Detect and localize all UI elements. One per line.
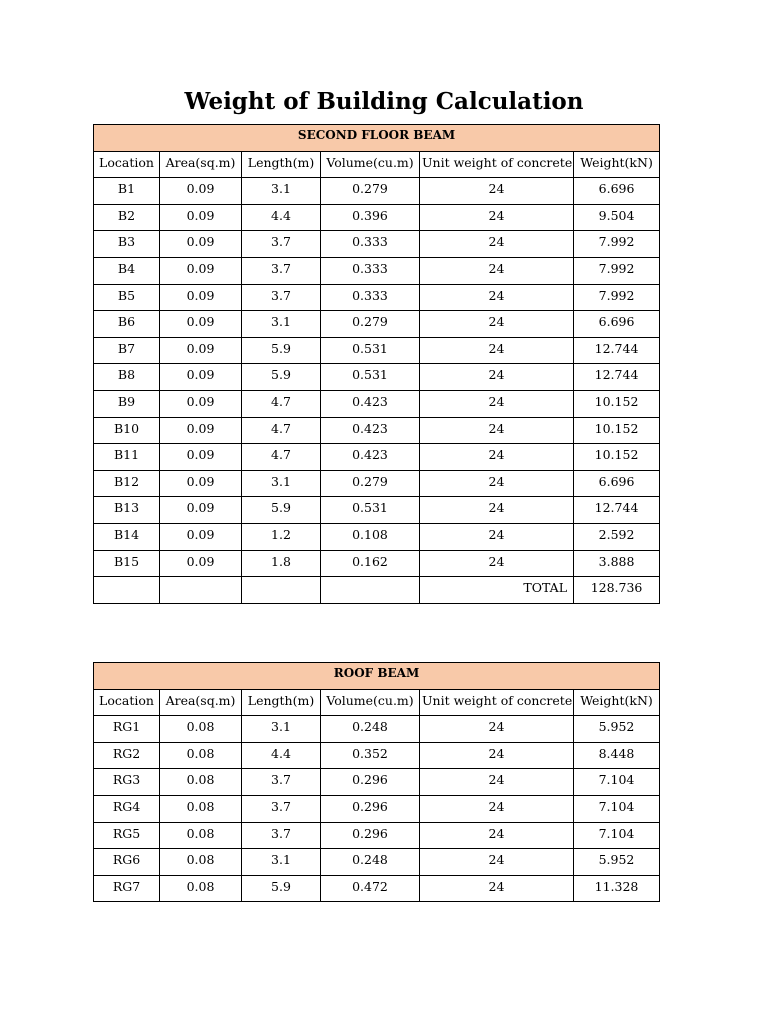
volume-cell: 0.352: [321, 742, 420, 769]
length-cell: 4.4: [242, 204, 321, 231]
weight-cell: 12.744: [574, 337, 660, 364]
table-row: [94, 231, 660, 258]
column-header: Length(m): [242, 689, 321, 716]
volume-cell: 0.531: [321, 337, 420, 364]
location-cell: B4: [94, 257, 160, 284]
unit-weight-cell: 24: [420, 769, 574, 796]
volume-cell: 0.248: [321, 716, 420, 743]
column-header: Location: [94, 151, 160, 178]
length-cell: 3.7: [242, 795, 321, 822]
volume-cell: 0.108: [321, 523, 420, 550]
volume-cell: 0.248: [321, 849, 420, 876]
length-cell: 3.1: [242, 849, 321, 876]
length-cell: 3.7: [242, 822, 321, 849]
area-cell: 0.09: [160, 231, 242, 258]
volume-cell: 0.531: [321, 364, 420, 391]
column-header: Area(sq.m): [160, 151, 242, 178]
weight-cell: 9.504: [574, 204, 660, 231]
area-cell: 0.09: [160, 550, 242, 577]
column-header: Unit weight of concrete: [420, 151, 574, 178]
location-cell: B7: [94, 337, 160, 364]
empty-cell: [321, 577, 420, 604]
weight-cell: 6.696: [574, 311, 660, 338]
length-cell: 5.9: [242, 875, 321, 902]
unit-weight-cell: 24: [420, 284, 574, 311]
volume-cell: 0.296: [321, 795, 420, 822]
weight-cell: 10.152: [574, 390, 660, 417]
table-row: [94, 204, 660, 231]
length-cell: 1.8: [242, 550, 321, 577]
location-cell: B1: [94, 178, 160, 205]
length-cell: 4.7: [242, 390, 321, 417]
table-row: [94, 284, 660, 311]
volume-cell: 0.423: [321, 390, 420, 417]
volume-cell: 0.279: [321, 470, 420, 497]
length-cell: 5.9: [242, 364, 321, 391]
area-cell: 0.09: [160, 497, 242, 524]
total-label: TOTAL: [420, 577, 574, 604]
location-cell: B2: [94, 204, 160, 231]
weight-cell: 5.952: [574, 716, 660, 743]
section-header-row: [94, 663, 660, 690]
unit-weight-cell: 24: [420, 822, 574, 849]
area-cell: 0.09: [160, 337, 242, 364]
table-row: [94, 470, 660, 497]
volume-cell: 0.333: [321, 231, 420, 258]
table-row: [94, 311, 660, 338]
area-cell: 0.09: [160, 204, 242, 231]
area-cell: 0.09: [160, 417, 242, 444]
unit-weight-cell: 24: [420, 716, 574, 743]
volume-cell: 0.423: [321, 417, 420, 444]
location-cell: B12: [94, 470, 160, 497]
location-cell: B11: [94, 444, 160, 471]
location-cell: B9: [94, 390, 160, 417]
weight-cell: 12.744: [574, 497, 660, 524]
length-cell: 3.7: [242, 769, 321, 796]
volume-cell: 0.296: [321, 822, 420, 849]
unit-weight-cell: 24: [420, 204, 574, 231]
table-row: [94, 742, 660, 769]
location-cell: RG5: [94, 822, 160, 849]
column-header: Volume(cu.m): [321, 151, 420, 178]
length-cell: 4.4: [242, 742, 321, 769]
location-cell: RG1: [94, 716, 160, 743]
unit-weight-cell: 24: [420, 550, 574, 577]
weight-cell: 12.744: [574, 364, 660, 391]
table-row: [94, 550, 660, 577]
volume-cell: 0.472: [321, 875, 420, 902]
table-row: [94, 849, 660, 876]
column-header-row: [94, 689, 660, 716]
unit-weight-cell: 24: [420, 390, 574, 417]
location-cell: RG4: [94, 795, 160, 822]
volume-cell: 0.423: [321, 444, 420, 471]
section-heading: SECOND FLOOR BEAM: [94, 125, 660, 152]
length-cell: 4.7: [242, 417, 321, 444]
column-header: Volume(cu.m): [321, 689, 420, 716]
length-cell: 3.7: [242, 284, 321, 311]
weight-cell: 10.152: [574, 444, 660, 471]
weight-cell: 8.448: [574, 742, 660, 769]
table-row: [94, 497, 660, 524]
weight-cell: 3.888: [574, 550, 660, 577]
unit-weight-cell: 24: [420, 417, 574, 444]
column-header-row: [94, 151, 660, 178]
page-title: Weight of Building Calculation: [184, 88, 584, 115]
weight-cell: 7.992: [574, 284, 660, 311]
location-cell: B6: [94, 311, 160, 338]
location-cell: B15: [94, 550, 160, 577]
weight-cell: 6.696: [574, 178, 660, 205]
unit-weight-cell: 24: [420, 875, 574, 902]
location-cell: B5: [94, 284, 160, 311]
length-cell: 3.1: [242, 178, 321, 205]
volume-cell: 0.531: [321, 497, 420, 524]
weight-cell: 7.104: [574, 822, 660, 849]
table-row: [94, 822, 660, 849]
column-header: Weight(kN): [574, 151, 660, 178]
empty-cell: [160, 577, 242, 604]
area-cell: 0.09: [160, 364, 242, 391]
area-cell: 0.09: [160, 178, 242, 205]
length-cell: 5.9: [242, 497, 321, 524]
area-cell: 0.09: [160, 470, 242, 497]
length-cell: 3.7: [242, 231, 321, 258]
total-row: [94, 577, 660, 604]
section-header-row: [94, 125, 660, 152]
table-row: [94, 769, 660, 796]
roof-beam-table: [93, 662, 660, 902]
area-cell: 0.08: [160, 849, 242, 876]
table-row: [94, 523, 660, 550]
area-cell: 0.08: [160, 716, 242, 743]
location-cell: B13: [94, 497, 160, 524]
volume-cell: 0.162: [321, 550, 420, 577]
unit-weight-cell: 24: [420, 523, 574, 550]
unit-weight-cell: 24: [420, 231, 574, 258]
area-cell: 0.09: [160, 257, 242, 284]
location-cell: B10: [94, 417, 160, 444]
volume-cell: 0.279: [321, 311, 420, 338]
second-floor-beam-table: [93, 124, 660, 604]
unit-weight-cell: 24: [420, 849, 574, 876]
area-cell: 0.08: [160, 875, 242, 902]
location-cell: RG6: [94, 849, 160, 876]
weight-cell: 11.328: [574, 875, 660, 902]
table-row: [94, 875, 660, 902]
unit-weight-cell: 24: [420, 444, 574, 471]
length-cell: 4.7: [242, 444, 321, 471]
column-header: Area(sq.m): [160, 689, 242, 716]
table-row: [94, 795, 660, 822]
column-header: Length(m): [242, 151, 321, 178]
unit-weight-cell: 24: [420, 795, 574, 822]
volume-cell: 0.396: [321, 204, 420, 231]
volume-cell: 0.279: [321, 178, 420, 205]
volume-cell: 0.333: [321, 257, 420, 284]
area-cell: 0.09: [160, 390, 242, 417]
unit-weight-cell: 24: [420, 257, 574, 284]
length-cell: 3.1: [242, 716, 321, 743]
table-row: [94, 364, 660, 391]
location-cell: B14: [94, 523, 160, 550]
area-cell: 0.09: [160, 311, 242, 338]
weight-cell: 10.152: [574, 417, 660, 444]
length-cell: 3.1: [242, 311, 321, 338]
table-body: [94, 178, 660, 604]
area-cell: 0.08: [160, 822, 242, 849]
location-cell: B3: [94, 231, 160, 258]
total-value: 128.736: [574, 577, 660, 604]
location-cell: B8: [94, 364, 160, 391]
area-cell: 0.08: [160, 795, 242, 822]
table-body: [94, 716, 660, 902]
unit-weight-cell: 24: [420, 497, 574, 524]
area-cell: 0.08: [160, 742, 242, 769]
unit-weight-cell: 24: [420, 470, 574, 497]
table-row: [94, 444, 660, 471]
table-row: [94, 390, 660, 417]
section-heading: ROOF BEAM: [94, 663, 660, 690]
column-header: Unit weight of concrete: [420, 689, 574, 716]
location-cell: RG3: [94, 769, 160, 796]
weight-cell: 7.992: [574, 257, 660, 284]
column-header: Location: [94, 689, 160, 716]
length-cell: 1.2: [242, 523, 321, 550]
area-cell: 0.09: [160, 523, 242, 550]
area-cell: 0.09: [160, 284, 242, 311]
weight-cell: 7.992: [574, 231, 660, 258]
unit-weight-cell: 24: [420, 337, 574, 364]
column-header: Weight(kN): [574, 689, 660, 716]
location-cell: RG2: [94, 742, 160, 769]
unit-weight-cell: 24: [420, 364, 574, 391]
table-row: [94, 337, 660, 364]
table-row: [94, 257, 660, 284]
area-cell: 0.09: [160, 444, 242, 471]
weight-cell: 5.952: [574, 849, 660, 876]
unit-weight-cell: 24: [420, 311, 574, 338]
empty-cell: [242, 577, 321, 604]
weight-cell: 7.104: [574, 769, 660, 796]
area-cell: 0.08: [160, 769, 242, 796]
weight-cell: 2.592: [574, 523, 660, 550]
location-cell: RG7: [94, 875, 160, 902]
table-row: [94, 716, 660, 743]
empty-cell: [94, 577, 160, 604]
table-row: [94, 417, 660, 444]
length-cell: 5.9: [242, 337, 321, 364]
volume-cell: 0.296: [321, 769, 420, 796]
volume-cell: 0.333: [321, 284, 420, 311]
unit-weight-cell: 24: [420, 178, 574, 205]
weight-cell: 6.696: [574, 470, 660, 497]
unit-weight-cell: 24: [420, 742, 574, 769]
length-cell: 3.7: [242, 257, 321, 284]
table-row: [94, 178, 660, 205]
length-cell: 3.1: [242, 470, 321, 497]
weight-cell: 7.104: [574, 795, 660, 822]
